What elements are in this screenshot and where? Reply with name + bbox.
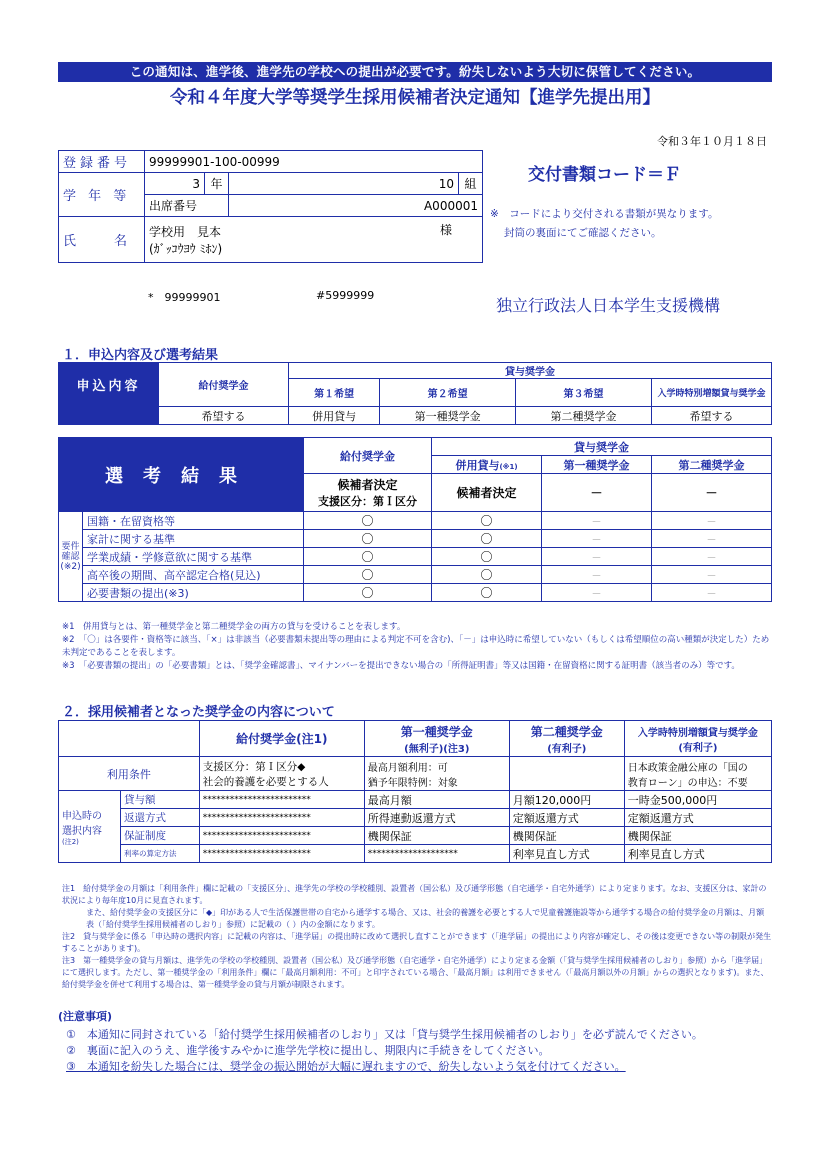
req-label: 高卒後の期間、高卒認定合格(見込)	[83, 566, 304, 584]
issue-date: 令和３年１０月１８日	[657, 135, 767, 148]
row-special: 利率見直し方式	[624, 845, 771, 863]
reg-label: 登録番号	[59, 151, 145, 173]
req-c3: －	[542, 584, 652, 602]
attention-item: ② 裏面に記入のうえ、進学後すみやかに進学先学校に提出し、期限内に手続きをしてください。	[66, 1044, 550, 1057]
choice3-value: 第二種奨学金	[516, 407, 652, 425]
cond-dai2	[509, 757, 624, 791]
grade-unit: 年	[205, 173, 229, 195]
row-dai2: 機関保証	[509, 827, 624, 845]
application-label: 申込内容	[59, 363, 159, 407]
sel-taiyo-header: 貸与奨学金	[432, 438, 772, 456]
choice3-header: 第３希望	[516, 379, 652, 407]
id-number: * 99999901	[148, 291, 221, 304]
row-dai2: 月額120,000円	[509, 791, 624, 809]
cond-dai1	[364, 757, 509, 791]
req-c1: 〇	[304, 512, 432, 530]
cond-sp-2: 教育ローン」の申込：不要	[627, 777, 748, 789]
class-unit: 組	[458, 173, 482, 195]
special-value: 希望する	[652, 407, 772, 425]
req-c1: 〇	[304, 584, 432, 602]
req-c2: 〇	[432, 512, 542, 530]
attention-title: (注意事項)	[58, 1010, 113, 1023]
kyufu-header: 給付奨学金	[159, 363, 289, 407]
notes-section1	[62, 621, 772, 673]
row-dai1: ********************	[364, 845, 509, 863]
row-kyufu: ************************	[199, 791, 364, 809]
attention-item: ③ 本通知を紛失した場合には、奨学金の振込開始が大幅に遅れますので、紛失しないよう気を付けてください。	[66, 1060, 626, 1073]
req-c2: 〇	[432, 584, 542, 602]
doc-note-2: 封筒の裏面にてご確認ください。	[504, 227, 662, 239]
name-cell	[145, 217, 483, 263]
row-kyufu: ************************	[199, 845, 364, 863]
sel-dai1-header: 第一種奨学金	[542, 456, 652, 474]
cond-kyufu-1: 支援区分：第Ｉ区分◆	[202, 760, 306, 773]
note-item: 注1 給付奨学金の月額は「利用条件」欄に記載の「支援区分」、進学先の学校の学校種別、設置者（国公私）及び通学形態（自宅通学・自宅外通学）により定まります。なお、支援区分は、家計の状況により毎年度10月に見直されます。	[62, 884, 767, 905]
organization-name: 独立行政法人日本学生支援機構	[496, 296, 721, 315]
registration-table	[58, 150, 483, 263]
content-corner	[59, 721, 200, 757]
cond-kyufu-2: 社会的養護を必要とする人	[202, 775, 329, 788]
req-c4: －	[652, 566, 772, 584]
row-label: 返還方式	[121, 809, 200, 827]
attention-list	[66, 1027, 703, 1075]
cond-dai1-1: 最高月額利用：可	[367, 762, 448, 774]
row-label: 保証制度	[121, 827, 200, 845]
name-suffix: 様	[439, 223, 452, 237]
c-dai2-sub: (有利子)	[547, 743, 587, 755]
student-name: 学校用 見本	[149, 224, 222, 239]
cond-label: 利用条件	[59, 757, 200, 791]
section2-title: ２．採用候補者となった奨学金の内容について	[62, 705, 335, 720]
c-dai1-sub: (無利子)(注3)	[404, 743, 470, 755]
sel-kyufu-header: 給付奨学金	[304, 438, 432, 474]
req-c4: －	[652, 530, 772, 548]
grade-value: 3	[145, 173, 205, 195]
row-special: 機関保証	[624, 827, 771, 845]
attention-item: ① 本通知に同封されている「給付奨学生採用候補者のしおり」又は「貸与奨学生採用候補者のしおり」を必ず読んでください。	[66, 1028, 703, 1041]
side-3: (注2)	[62, 837, 79, 846]
sel-dai2-header: 第二種奨学金	[652, 456, 772, 474]
sel-heiyo-header	[432, 456, 542, 474]
choice1-value: 併用貸与	[289, 407, 380, 425]
cond-special	[624, 757, 771, 791]
seat-label: 出席番号	[145, 195, 229, 217]
side-1: 申込時の	[62, 810, 102, 822]
c-dai2-header	[509, 721, 624, 757]
kyufu-value: 希望する	[159, 407, 289, 425]
req-c3: －	[542, 530, 652, 548]
req-c1: 〇	[304, 566, 432, 584]
sel-heiyo-note: (※1)	[499, 462, 518, 471]
req-c3: －	[542, 548, 652, 566]
req-c3: －	[542, 566, 652, 584]
note-item: ※2 「〇」は各要件・資格等に該当、「×」は非該当（必要書類未提出等の理由による判定不可を含む)、「－」は申込時に希望していない（もしくは希望順位の高い種類が決定した）ため未判定であることを表します。	[62, 635, 770, 658]
result-dai2: －	[652, 474, 772, 512]
c-special-sub: (有利子)	[678, 742, 718, 754]
choice1-header: 第１希望	[289, 379, 380, 407]
result-dai1: －	[542, 474, 652, 512]
side-2: 選択内容	[62, 825, 102, 837]
req-label: 家計に関する基準	[83, 530, 304, 548]
c-dai2-title: 第二種奨学金	[530, 724, 603, 739]
cond-sp-1: 日本政策金融公庫の「国の	[627, 762, 748, 774]
selection-table	[58, 437, 772, 602]
req-c4: －	[652, 548, 772, 566]
req-c1: 〇	[304, 548, 432, 566]
note-item: 注3 第一種奨学金の貸与月額は、進学先の学校の学校種別、設置者（国公私）及び通学形態（自宅通学・自宅外通学）により定まる金額（「貸与奨学生採用候補者のしおり」参照）から「進学届」にて選択します。ただし、第一種奨学金の「利用条件」欄に「最高月額利用：不可」と印字されている場合、「最高月額」は利用できません（「最高月額以外の月額」からの選択となります)。また、給付奨学金を併せて利用する場合は、第一種奨学金の貸与月額が制限されます。	[62, 956, 769, 989]
row-dai1: 機関保証	[364, 827, 509, 845]
row-special: 定額返還方式	[624, 809, 771, 827]
note-item: また、給付奨学金の支援区分に「◆」印がある人で生活保護世帯の自宅から通学する場合、又は、社会的養護を必要とする人で児童養護施設等から通学する場合の給付奨学金の月額は、月額表（「給付奨学生採用候補者のしおり」参照）に記載の（ ）内の金額になります。	[86, 908, 765, 929]
row-special: 一時金500,000円	[624, 791, 771, 809]
doc-code: 交付書類コード＝Ｆ	[528, 165, 681, 185]
note-item: ※3 「必要書類の提出」の「必要書類」とは、「奨学金確認書」、マイナンバーを提出できない場合の「所得証明書」等又は国籍・在留資格に関する証明書（該当者のみ）等です。	[62, 661, 740, 671]
selection-label: 選考結果	[59, 438, 304, 512]
reg-number: 99999901-100-00999	[145, 151, 483, 173]
result-kyufu	[304, 474, 432, 512]
result-heiyo: 候補者決定	[432, 474, 542, 512]
note-item: 注2 貸与奨学金に係る「申込時の選択内容」に記載の内容は、「進学届」の提出時に改めて選択し直すことができます（「進学届」の提出により内容が確定し、その後は変更できない等の制限が発生することがあります)。	[62, 932, 772, 953]
row-dai1: 所得連動返還方式	[364, 809, 509, 827]
c-special-title: 入学時特別増額貸与奨学金	[637, 727, 758, 739]
req-c2: 〇	[432, 530, 542, 548]
notice-banner: この通知は、進学後、進学先の学校への提出が必要です。紛失しないよう大切に保管してください。	[58, 62, 772, 82]
row-dai1: 最高月額	[364, 791, 509, 809]
row-label: 貸与額	[121, 791, 200, 809]
doc-code-note	[490, 205, 718, 243]
row-label: 利率の算定方法	[121, 845, 200, 863]
content-table	[58, 720, 772, 863]
req-c4: －	[652, 584, 772, 602]
application-table	[58, 362, 772, 425]
req-label: 国籍・在留資格等	[83, 512, 304, 530]
req-c3: －	[542, 512, 652, 530]
grade-label: 学 年 等	[59, 173, 145, 217]
choice2-value: 第一種奨学金	[380, 407, 516, 425]
note-item: ※1 併用貸与とは、第一種奨学金と第二種奨学金の両方の貸与を受けることを表します。	[62, 622, 406, 632]
row-dai2: 利率見直し方式	[509, 845, 624, 863]
row-dai2: 定額返還方式	[509, 809, 624, 827]
c-dai1-title: 第一種奨学金	[400, 724, 473, 739]
class-value: 10	[229, 173, 459, 195]
req-label: 学業成績・学修意欲に関する基準	[83, 548, 304, 566]
row-kyufu: ************************	[199, 827, 364, 845]
c-special-header	[624, 721, 771, 757]
cond-kyufu	[199, 757, 364, 791]
taiyo-header: 貸与奨学金	[289, 363, 772, 379]
section1-title: １．申込内容及び選考結果	[62, 348, 219, 363]
cond-dai1-2: 猶予年限特例：対象	[367, 777, 458, 789]
result-kyufu-1: 候補者決定	[337, 478, 398, 492]
c-dai1-header	[364, 721, 509, 757]
notes-section2	[62, 883, 772, 991]
name-label: 氏 名	[59, 217, 145, 263]
req-c2: 〇	[432, 566, 542, 584]
selection-side-label	[59, 791, 121, 863]
result-kyufu-2: 支援区分：第Ｉ区分	[318, 495, 417, 508]
application-label-fill	[59, 407, 159, 425]
document-title: 令和４年度大学等奨学生採用候補者決定通知【進学先提出用】	[170, 88, 660, 108]
req-c2: 〇	[432, 548, 542, 566]
c-kyufu-header: 給付奨学金(注1)	[199, 721, 364, 757]
id-number-2: #5999999	[316, 289, 375, 302]
req-c4: －	[652, 512, 772, 530]
req-c1: 〇	[304, 530, 432, 548]
special-header: 入学時特別増額貸与奨学金	[652, 379, 772, 407]
sel-heiyo-label: 併用貸与	[455, 458, 500, 472]
student-kana: (ｶﾞｯｺｳﾖｳ ﾐﾎﾝ)	[149, 241, 223, 256]
doc-note-1: ※ コードにより交付される書類が異なります。	[490, 208, 719, 220]
choice2-header: 第２希望	[380, 379, 516, 407]
row-kyufu: ************************	[199, 809, 364, 827]
req-label: 必要書類の提出(※3)	[83, 584, 304, 602]
requirements-side-label: 要件確認(※2)	[59, 512, 83, 602]
seat-number: A000001	[229, 195, 483, 217]
